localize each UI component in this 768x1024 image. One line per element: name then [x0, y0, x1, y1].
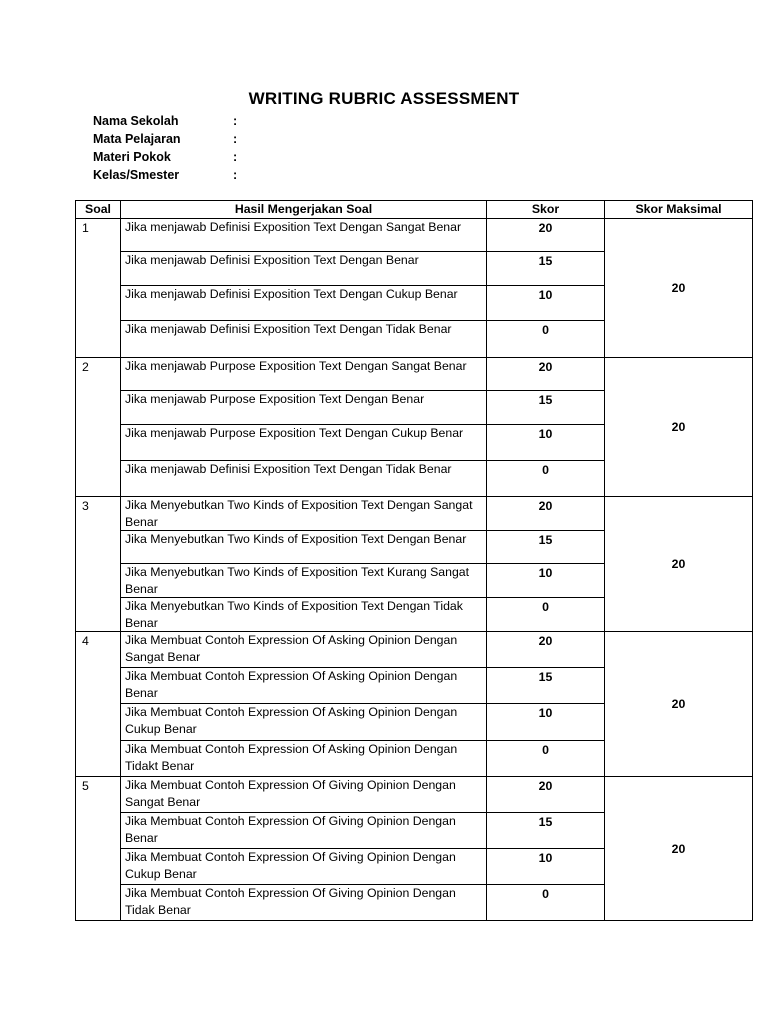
score-value: 10 — [487, 564, 605, 598]
criteria-text: Jika Membuat Contoh Expression Of Asking Opinion Dengan Cukup Benar — [121, 704, 487, 741]
score-value: 0 — [487, 741, 605, 777]
max-score-value: 20 — [605, 358, 753, 497]
criteria-text: Jika Menyebutkan Two Kinds of Exposition Text Kurang Sangat Benar — [121, 564, 487, 598]
criteria-text: Jika Membuat Contoh Expression Of Asking Opinion Dengan Tidakt Benar — [121, 741, 487, 777]
score-value: 15 — [487, 668, 605, 704]
score-value: 0 — [487, 461, 605, 497]
criteria-text: Jika Membuat Contoh Expression Of Giving Opinion Dengan Benar — [121, 813, 487, 849]
table-row — [76, 632, 753, 668]
table-row — [76, 497, 753, 531]
document-meta — [93, 112, 237, 184]
meta-label: Materi Pokok — [93, 150, 171, 164]
criteria-text: Jika menjawab Definisi Exposition Text Dengan Cukup Benar — [121, 286, 487, 321]
meta-separator: : — [233, 150, 238, 164]
score-value: 10 — [487, 425, 605, 461]
soal-number: 2 — [76, 358, 121, 497]
criteria-text: Jika menjawab Definisi Exposition Text Dengan Benar — [121, 252, 487, 286]
criteria-text: Jika Membuat Contoh Expression Of Giving Opinion Dengan Tidak Benar — [121, 885, 487, 921]
soal-number: 1 — [76, 219, 121, 358]
meta-label: Mata Pelajaran — [93, 132, 181, 146]
criteria-text: Jika Menyebutkan Two Kinds of Exposition Text Dengan Benar — [121, 531, 487, 564]
table-header-row — [76, 201, 753, 219]
header-skor: Skor — [487, 201, 605, 219]
meta-separator: : — [233, 114, 238, 128]
criteria-text: Jika Membuat Contoh Expression Of Asking Opinion Dengan Sangat Benar — [121, 632, 487, 668]
criteria-text: Jika menjawab Definisi Exposition Text Dengan Sangat Benar — [121, 219, 487, 252]
score-value: 15 — [487, 391, 605, 425]
meta-separator: : — [233, 132, 238, 146]
criteria-text: Jika Menyebutkan Two Kinds of Exposition Text Dengan Sangat Benar — [121, 497, 487, 531]
meta-label: Nama Sekolah — [93, 114, 179, 128]
rubric-table — [75, 200, 753, 921]
meta-row-class — [93, 166, 237, 184]
meta-label: Kelas/Smester — [93, 168, 180, 182]
header-hasil: Hasil Mengerjakan Soal — [121, 201, 487, 219]
criteria-text: Jika Membuat Contoh Expression Of Giving Opinion Dengan Cukup Benar — [121, 849, 487, 885]
max-score-value: 20 — [605, 632, 753, 777]
table-row — [76, 358, 753, 391]
meta-row-school — [93, 112, 237, 130]
score-value: 20 — [487, 777, 605, 813]
criteria-text: Jika menjawab Definisi Exposition Text Dengan Tidak Benar — [121, 461, 487, 497]
score-value: 15 — [487, 813, 605, 849]
score-value: 0 — [487, 321, 605, 358]
document-title: WRITING RUBRIC ASSESSMENT — [248, 89, 520, 108]
score-value: 15 — [487, 252, 605, 286]
header-skor-maksimal: Skor Maksimal — [605, 201, 753, 219]
meta-row-topic — [93, 148, 237, 166]
soal-number: 3 — [76, 497, 121, 632]
criteria-text: Jika menjawab Purpose Exposition Text Dengan Cukup Benar — [121, 425, 487, 461]
soal-number: 5 — [76, 777, 121, 921]
score-value: 20 — [487, 358, 605, 391]
criteria-text: Jika menjawab Definisi Exposition Text Dengan Tidak Benar — [121, 321, 487, 358]
score-value: 10 — [487, 286, 605, 321]
table-row — [76, 777, 753, 813]
score-value: 10 — [487, 849, 605, 885]
criteria-text: Jika menjawab Purpose Exposition Text Dengan Sangat Benar — [121, 358, 487, 391]
criteria-text: Jika menjawab Purpose Exposition Text Dengan Benar — [121, 391, 487, 425]
table-row — [76, 219, 753, 252]
rubric-body — [76, 219, 753, 921]
header-soal: Soal — [76, 201, 121, 219]
meta-separator: : — [233, 168, 238, 182]
max-score-value: 20 — [605, 219, 753, 358]
score-value: 0 — [487, 885, 605, 921]
score-value: 20 — [487, 219, 605, 252]
score-value: 10 — [487, 704, 605, 741]
score-value: 20 — [487, 497, 605, 531]
meta-row-subject — [93, 130, 237, 148]
soal-number: 4 — [76, 632, 121, 777]
score-value: 20 — [487, 632, 605, 668]
criteria-text: Jika Membuat Contoh Expression Of Giving Opinion Dengan Sangat Benar — [121, 777, 487, 813]
max-score-value: 20 — [605, 497, 753, 632]
criteria-text: Jika Menyebutkan Two Kinds of Exposition Text Dengan Tidak Benar — [121, 598, 487, 632]
criteria-text: Jika Membuat Contoh Expression Of Asking Opinion Dengan Benar — [121, 668, 487, 704]
max-score-value: 20 — [605, 777, 753, 921]
score-value: 15 — [487, 531, 605, 564]
score-value: 0 — [487, 598, 605, 632]
